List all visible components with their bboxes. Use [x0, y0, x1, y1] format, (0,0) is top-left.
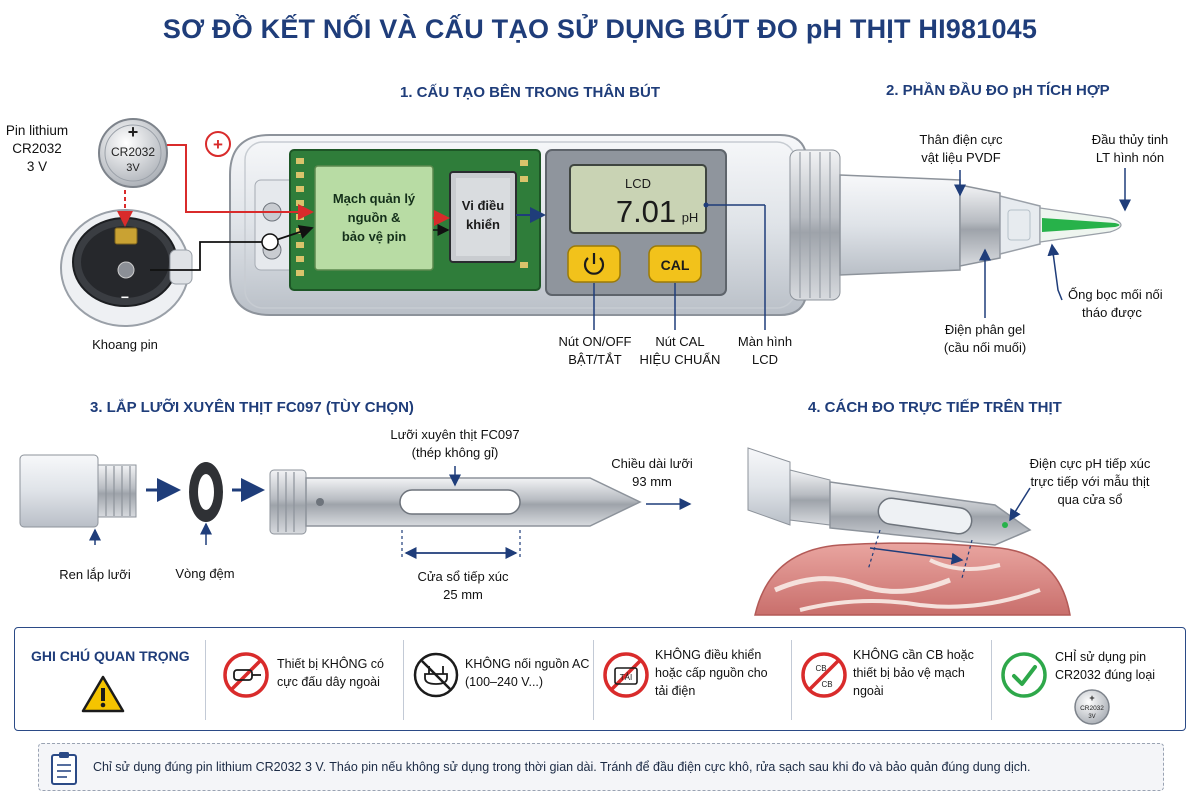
battery-compartment-label: Khoang pin	[92, 337, 158, 352]
note-1-text: Thiết bị KHÔNG có cực đấu dây ngoài	[277, 657, 384, 689]
coin-voltage: 3V	[126, 162, 140, 174]
coin-plus: +	[127, 122, 139, 142]
pen-body	[230, 135, 840, 315]
note-2-text: KHÔNG nối nguồn AC (100–240 V...)	[465, 657, 590, 689]
measure-callout: Điện cực pH tiếp xúc trực tiếp với mẫu thịt qua cửa sổ	[1029, 456, 1151, 507]
battery-coin	[99, 119, 167, 187]
thread-label: Ren lắp lưỡi	[59, 567, 131, 582]
lcd-reading: 7.01	[615, 194, 677, 229]
svg-text:CB: CB	[821, 680, 833, 689]
svg-text:+: +	[1089, 693, 1095, 703]
cr2032-coin-icon	[1073, 688, 1111, 726]
notes-heading: GHI CHÚ QUAN TRỌNG	[31, 648, 190, 664]
check-icon	[999, 650, 1049, 700]
svg-text:CB: CB	[815, 664, 827, 673]
lcd-screen-label: Màn hình LCD	[737, 334, 793, 367]
board2-line1: Vi điều	[461, 198, 505, 213]
window-label: Cửa sổ tiếp xúc 25 mm	[417, 569, 509, 602]
pen-end-thread	[20, 455, 136, 527]
no-wire-icon	[221, 650, 271, 700]
section-4-heading: 4. CÁCH ĐO TRỰC TIẾP TRÊN THỊT	[808, 399, 1062, 416]
notes-panel	[14, 627, 1186, 731]
warning-icon	[81, 674, 125, 714]
lcd-label: LCD	[624, 176, 652, 191]
svg-text:CR2032: CR2032	[1080, 705, 1104, 712]
sleeve-label: Ống bọc mối nối tháo được	[1068, 287, 1163, 320]
board2-line2: khiển	[466, 217, 500, 232]
page-title: SƠ ĐỒ KẾT NỐI VÀ CẤU TẠO SỬ DỤNG BÚT ĐO pH THỊT HI981045	[162, 14, 1038, 44]
svg-text:TẢI: TẢI	[619, 673, 633, 682]
gel-electrolyte-label: Điện phân gel (cầu nối muối)	[943, 322, 1027, 355]
cal-button-callout: Nút CAL HIỆU CHUẨN	[639, 334, 721, 367]
lcd-unit: pH	[681, 210, 699, 225]
board1-line2: nguồn &	[347, 210, 401, 225]
section-2-heading: 2. PHẦN ĐẦU ĐO pH TÍCH HỢP	[886, 82, 1110, 99]
board1-line1: Mạch quản lý	[332, 191, 416, 206]
blade-name-label: Lưỡi xuyên thịt FC097 (thép không gỉ)	[390, 427, 520, 460]
svg-text:3V: 3V	[1088, 714, 1096, 720]
coin-model: CR2032	[110, 145, 156, 159]
washer-label: Vòng đệm	[175, 566, 235, 581]
board1-line3: bảo vệ pin	[341, 229, 407, 244]
pen-on-meat	[748, 448, 1030, 545]
polarity-minus: −	[120, 289, 130, 305]
clipboard-icon	[49, 750, 79, 786]
probe-body-label: Thân điện cực vật liệu PVDF	[919, 132, 1003, 165]
cal-button-label: CAL	[660, 257, 690, 273]
note-3-text: KHÔNG điều khiển hoặc cấp nguồn cho tải điện	[655, 648, 768, 698]
power-button-label: Nút ON/OFF BẬT/TẮT	[558, 334, 632, 367]
polarity-plus-icon	[206, 132, 230, 156]
blade-length-label: Chiều dài lưỡi 93 mm	[611, 456, 693, 489]
washer	[189, 462, 223, 522]
section-3-heading: 3. LẮP LƯỠI XUYÊN THỊT FC097 (TÙY CHỌN)	[90, 399, 414, 416]
glass-tip-label: Đầu thủy tinh LT hình nón	[1091, 132, 1169, 165]
probe-head	[840, 175, 1121, 275]
no-ac-icon	[411, 650, 461, 700]
section-1-heading: 1. CẤU TẠO BÊN TRONG THÂN BÚT	[400, 84, 660, 101]
svg-text:+: +	[213, 135, 223, 154]
battery-label: Pin lithium CR2032 3 V	[5, 123, 69, 174]
no-load-icon	[601, 650, 651, 700]
footer-text: Chỉ sử dụng đúng pin lithium CR2032 3 V. Tháo pin nếu không sử dụng trong thời gian dài. Tránh để đầu điện cực khô, rửa sạch sau khi đo và bảo quản đúng dung dịch.	[93, 760, 1031, 774]
no-breaker-icon	[799, 650, 849, 700]
note-5-text: CHỈ sử dụng pin CR2032 đúng loại	[1055, 650, 1156, 682]
footer-note	[38, 743, 1164, 791]
note-4-text: KHÔNG cần CB hoặc thiết bị bảo vệ mạch ngoài	[853, 648, 974, 698]
battery-compartment	[61, 210, 192, 326]
